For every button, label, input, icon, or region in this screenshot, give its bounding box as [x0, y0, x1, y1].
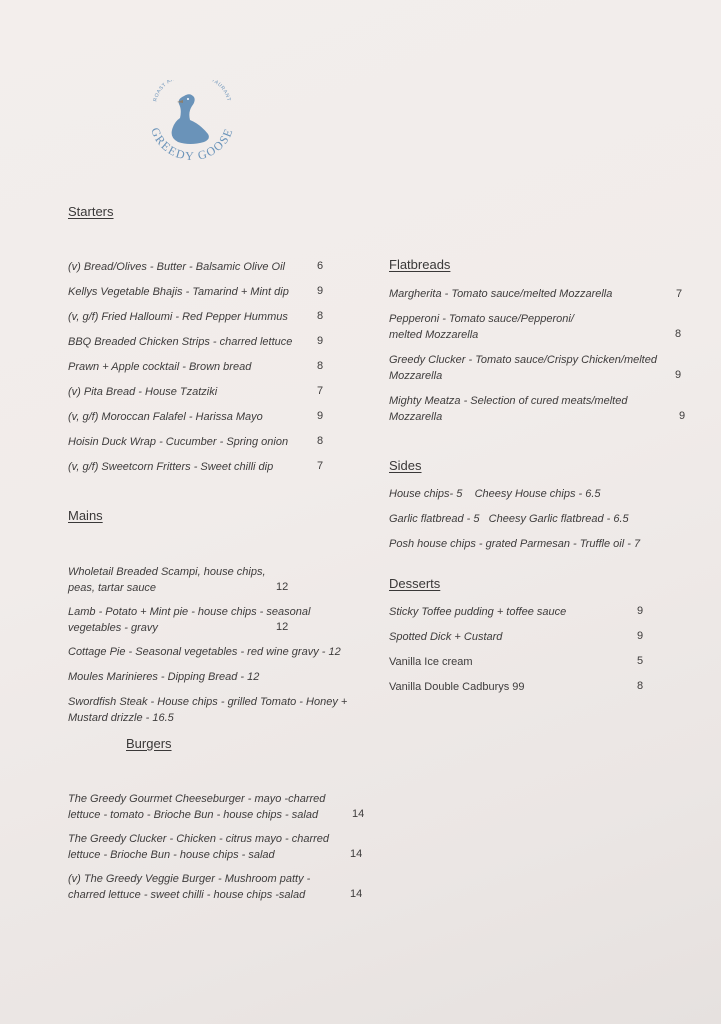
menu-item-name: Sticky Toffee pudding + toffee sauce — [389, 606, 567, 618]
menu-item-name: (v) Bread/Olives - Butter - Balsamic Olive Oil — [68, 261, 285, 273]
starters-heading: Starters — [68, 204, 114, 219]
sides-heading: Sides — [389, 458, 422, 473]
menu-item-price: 9 — [637, 630, 644, 642]
menu-item-price: 9 — [675, 369, 682, 381]
menu-item-price: 9 — [679, 410, 686, 422]
menu-item-name: Vanilla Double Cadburys 99 — [389, 681, 525, 693]
menu-item-name: Prawn + Apple cocktail - Brown bread — [68, 361, 252, 373]
menu-item-price: 6 — [317, 260, 324, 272]
menu-item-price: 9 — [317, 410, 324, 422]
menu-item-detail: melted Mozzarella — [389, 329, 479, 341]
menu-item-name: (v, g/f) Moroccan Falafel - Harissa Mayo — [68, 411, 263, 423]
menu-item-name: Kellys Vegetable Bhajis - Tamarind + Mint dip — [68, 286, 289, 298]
menu-item-price: 5 — [637, 655, 644, 667]
menu-item-price: 12 — [276, 621, 289, 633]
side-item: House chips- 5 Cheesy House chips - 6.5 — [389, 488, 601, 500]
restaurant-logo — [142, 80, 242, 170]
menu-item-price: 8 — [317, 435, 324, 447]
menu-item-price: 8 — [675, 328, 682, 340]
menu-item-detail: Mozzarella — [389, 411, 443, 423]
menu-item-name: Pepperoni - Tomato sauce/Pepperoni/ — [389, 313, 574, 325]
menu-item-price: 14 — [352, 808, 365, 820]
goose-icon — [142, 80, 242, 170]
side-item: Garlic flatbread - 5 Cheesy Garlic flatbread - 6.5 — [389, 513, 629, 525]
menu-item-name: Mighty Meatza - Selection of cured meats/melted — [389, 395, 628, 407]
desserts-heading: Desserts — [389, 576, 441, 591]
menu-item-name: (v, g/f) Sweetcorn Fritters - Sweet chilli dip — [68, 461, 274, 473]
menu-item-name: Vanilla Ice cream — [389, 656, 473, 668]
menu-item-price: 9 — [317, 335, 324, 347]
menu-item-name: Hoisin Duck Wrap - Cucumber - Spring onion — [68, 436, 289, 448]
menu-item-detail: charred lettuce - sweet chilli - house chips -salad — [68, 889, 306, 901]
menu-item-name: The Greedy Clucker - Chicken - citrus mayo - charred — [68, 833, 330, 845]
menu-item-name: Margherita - Tomato sauce/melted Mozzarella — [389, 288, 613, 300]
menu-item-price: 7 — [317, 385, 324, 397]
menu-item-price: 8 — [637, 680, 644, 692]
menu-item-price: 8 — [317, 360, 324, 372]
menu-item-price: 7 — [676, 288, 683, 300]
menu-item-name: (v) The Greedy Veggie Burger - Mushroom patty - — [68, 873, 311, 885]
menu-item-detail: vegetables - gravy — [68, 622, 158, 634]
menu-item-detail: Mozzarella — [389, 370, 443, 382]
side-item: Posh house chips - grated Parmesan - Truffle oil - 7 — [389, 538, 641, 550]
menu-item-price: 9 — [317, 285, 324, 297]
logo-name: GREEDY GOOSE — [148, 125, 236, 164]
menu-item-name: (v, g/f) Fried Halloumi - Red Pepper Hummus — [68, 311, 288, 323]
menu-item-name: Wholetail Breaded Scampi, house chips, — [68, 566, 266, 578]
menu-item-name: Moules Marinieres - Dipping Bread - 12 — [68, 671, 260, 683]
menu-item-price: 12 — [276, 581, 289, 593]
menu-item-detail: Mustard drizzle - 16.5 — [68, 712, 174, 724]
menu-item-name: Greedy Clucker - Tomato sauce/Crispy Chicken/melted — [389, 354, 657, 366]
mains-heading: Mains — [68, 508, 103, 523]
menu-item-name: The Greedy Gourmet Cheeseburger - mayo -charred — [68, 793, 326, 805]
burgers-heading: Burgers — [126, 736, 172, 751]
flatbreads-heading: Flatbreads — [389, 257, 451, 272]
menu-item-detail: lettuce - Brioche Bun - house chips - salad — [68, 849, 275, 861]
menu-item-name: Lamb - Potato + Mint pie - house chips - seasonal — [68, 606, 311, 618]
menu-item-name: BBQ Breaded Chicken Strips - charred lettuce — [68, 336, 293, 348]
menu-item-name: Spotted Dick + Custard — [389, 631, 503, 643]
logo-tagline: ROAST A TAURANT — [152, 80, 232, 103]
menu-item-price: 7 — [317, 460, 324, 472]
menu-item-name: Swordfish Steak - House chips - grilled Tomato - Honey + — [68, 696, 348, 708]
menu-item-price: 14 — [350, 888, 363, 900]
menu-item-detail: lettuce - tomato - Brioche Bun - house chips - salad — [68, 809, 319, 821]
menu-item-name: Cottage Pie - Seasonal vegetables - red wine gravy - 12 — [68, 646, 341, 658]
menu-item-price: 8 — [317, 310, 324, 322]
menu-item-detail: peas, tartar sauce — [68, 582, 157, 594]
menu-item-price: 9 — [637, 605, 644, 617]
menu-item-name: (v) Pita Bread - House Tzatziki — [68, 386, 218, 398]
menu-item-price: 14 — [350, 848, 363, 860]
